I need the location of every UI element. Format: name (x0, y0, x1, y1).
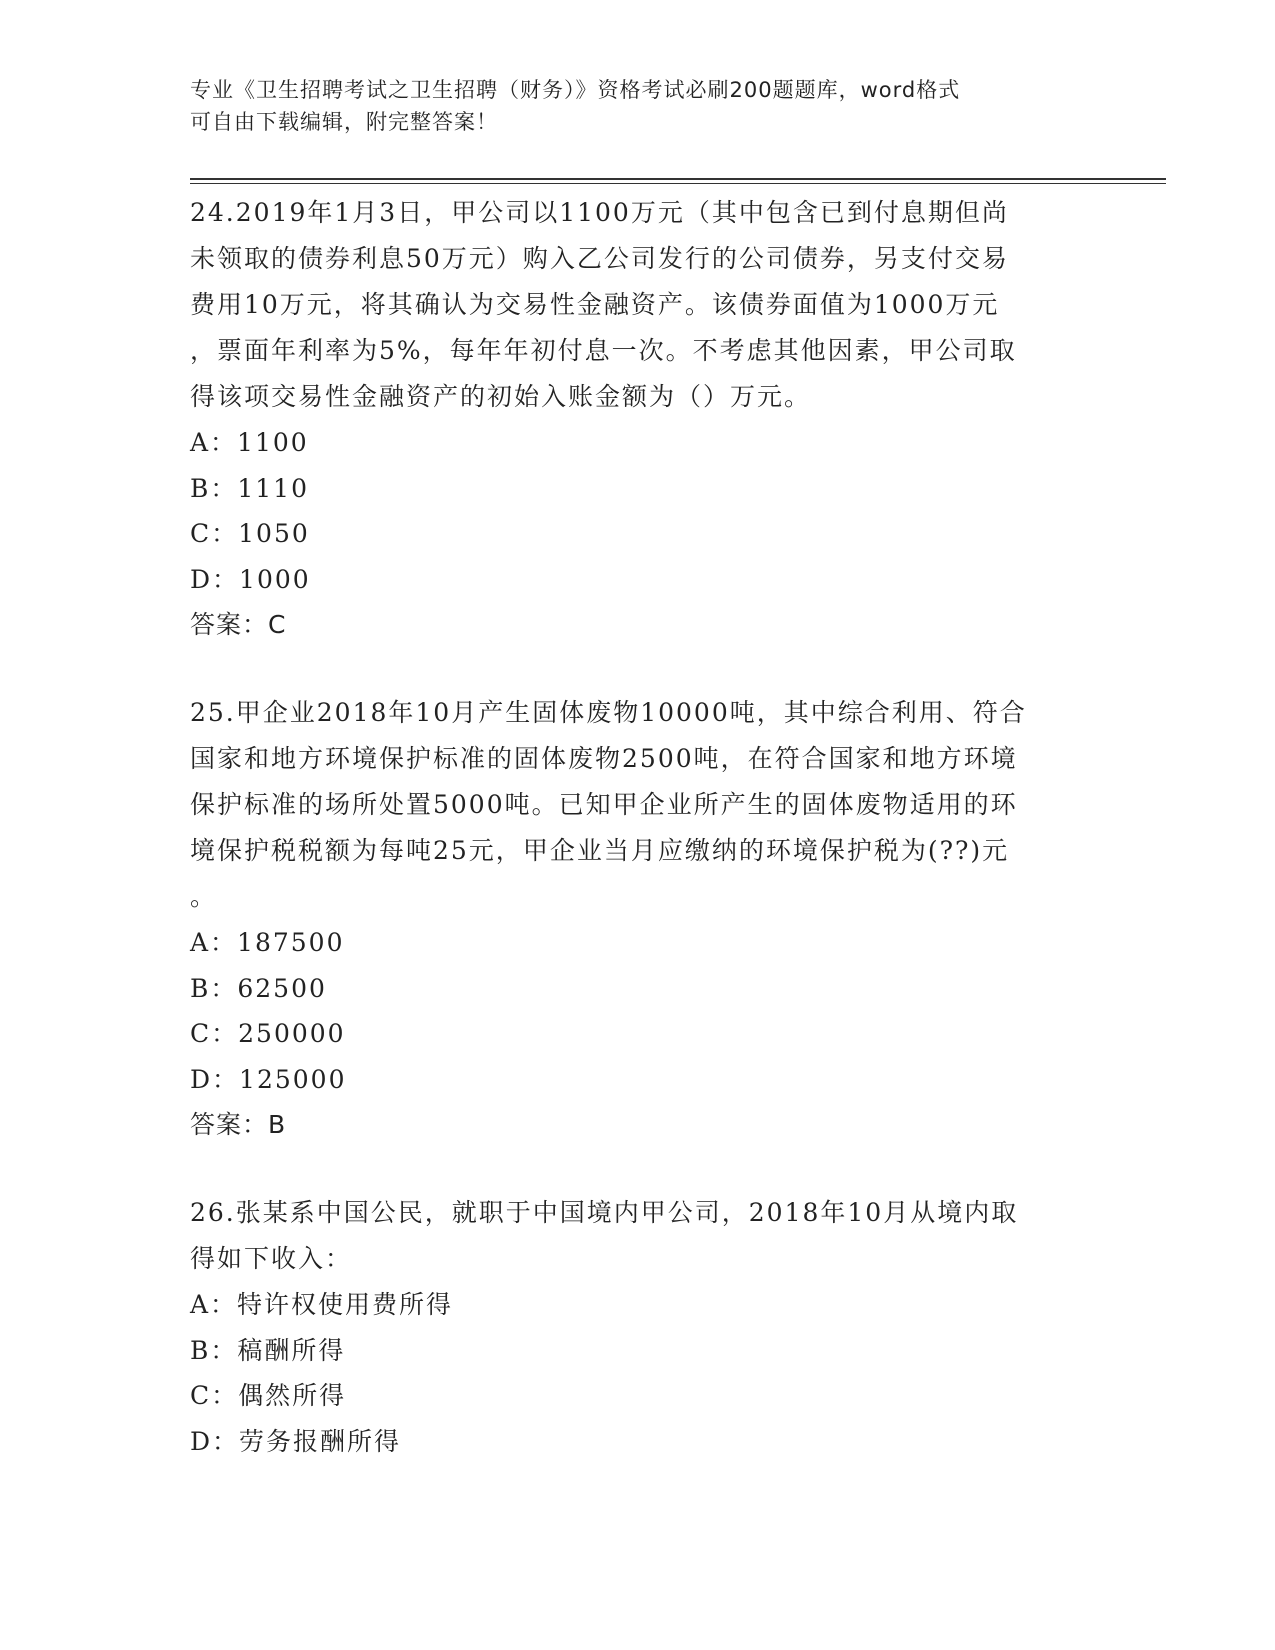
answer-line: 答案：C (190, 610, 287, 639)
question-stem (190, 690, 1080, 920)
question-24 (190, 190, 1090, 648)
page-header (190, 74, 1070, 138)
question-spacer (190, 648, 1090, 690)
option-c: C：250000 (190, 1019, 346, 1048)
stem-line: 24.2019年1月3日，甲公司以1100万元（其中包含已到付息期但尚 (190, 198, 1009, 227)
header-title-line-1: 专业《卫生招聘考试之卫生招聘（财务）》资格考试必刷200题题库，word格式 (190, 78, 961, 102)
question-stem (190, 190, 1080, 420)
option-d: D：1000 (190, 564, 311, 594)
question-list (190, 190, 1090, 1464)
question-26 (190, 1190, 1090, 1464)
header-divider-thin (190, 183, 1166, 184)
stem-line: 。 (190, 882, 218, 911)
header-title-line-2: 可自由下载编辑，附完整答案！ (190, 110, 498, 134)
stem-line: 国家和地方环境保护标准的固体废物2500吨，在符合国家和地方环境 (190, 744, 1018, 773)
option-b: B：62500 (190, 973, 327, 1003)
stem-line: 26.张某系中国公民，就职于中国境内甲公司，2018年10月从境内取 (190, 1198, 1019, 1227)
stem-line: 未领取的债券利息50万元）购入乙公司发行的公司债券，另支付交易 (190, 244, 1009, 273)
answer-line: 答案：B (190, 1110, 287, 1139)
option-b: B：稿酬所得 (190, 1335, 346, 1365)
option-c: C：1050 (190, 519, 310, 548)
option-a: A：特许权使用费所得 (190, 1290, 454, 1319)
header-divider-thick (190, 178, 1166, 180)
option-a: A：1100 (190, 428, 309, 457)
option-a: A：187500 (190, 928, 345, 957)
stem-line: 得如下收入： (190, 1244, 353, 1273)
stem-line: 境保护税税额为每吨25元，甲企业当月应缴纳的环境保护税为(??)元 (190, 836, 1010, 865)
stem-line: 保护标准的场所处置5000吨。已知甲企业所产生的固体废物适用的环 (190, 790, 1018, 819)
option-b: B：1110 (190, 473, 309, 503)
stem-line: 得该项交易性金融资产的初始入账金额为（）万元。 (190, 382, 812, 411)
option-d: D：125000 (190, 1064, 347, 1094)
stem-line: 费用10万元，将其确认为交易性金融资产。该债券面值为1000万元 (190, 290, 1000, 319)
question-25 (190, 690, 1090, 1148)
question-stem (190, 1190, 1080, 1282)
stem-line: 25.甲企业2018年10月产生固体废物10000吨，其中综合利用、符合 (190, 698, 1027, 727)
option-c: C：偶然所得 (190, 1381, 347, 1410)
question-spacer (190, 1148, 1090, 1190)
stem-line: ，票面年利率为5%，每年年初付息一次。不考虑其他因素，甲公司取 (190, 336, 1017, 365)
option-d: D：劳务报酬所得 (190, 1426, 402, 1456)
